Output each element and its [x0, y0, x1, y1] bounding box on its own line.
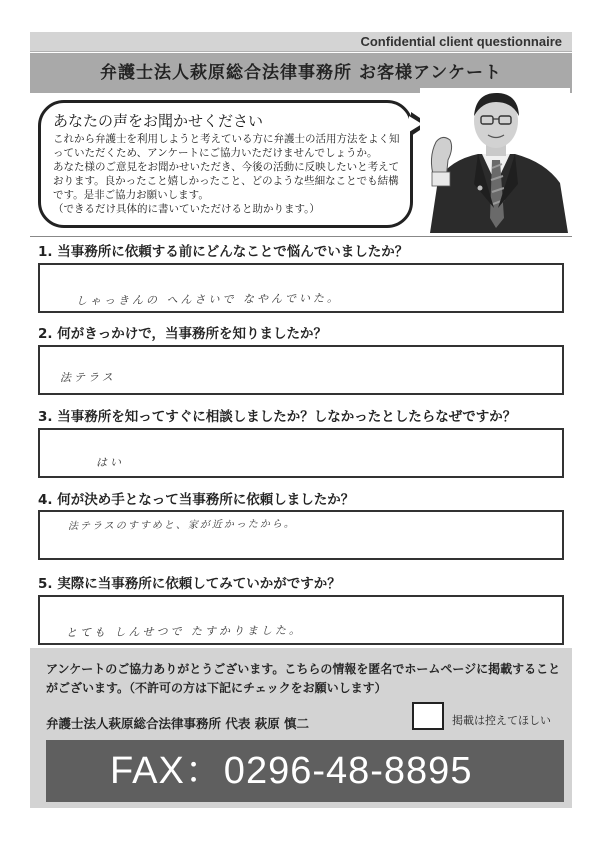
answer-box-5[interactable] [38, 595, 564, 645]
question-5: 5. 実際に当事務所に依頼してみていかがですか？ [38, 576, 341, 592]
header-title: 弁護士法人萩原総合法律事務所 お客様アンケート [30, 53, 572, 93]
answer-text-2: 法テラス [59, 370, 116, 385]
header-subtitle: Confidential client questionnaire [360, 34, 562, 49]
answer-text-4: 法テラスのすすめと、家が近かったから。 [67, 518, 296, 533]
question-4: 4. 何が決め手となって当事務所に依頼しましたか？ [38, 492, 355, 508]
no-publish-checkbox[interactable] [412, 702, 444, 730]
intro-body: これから弁護士を利用しようと考えている方に弁護士の活用方法をよく知っていただくため、アンケートにご協力いただけませんでしょうか。 あなた様のご意見をお聞かせいただき、今後の活動に反映したいと考えております。良かったこと嬉しかったこと、どのような些細なことでも結構です。是非ご協力お願いします。 （できるだけ具体的に書いていただけると助かります。） [53, 133, 400, 215]
answer-box-1[interactable] [38, 263, 564, 313]
answer-box-2[interactable] [38, 345, 564, 395]
question-3: 3. 当事務所を知ってすぐに相談しましたか？しなかったとしたらなぜですか？ [38, 409, 517, 425]
intro-speech-bubble [38, 100, 413, 228]
lawyer-photo [420, 88, 570, 233]
question-2: 2. 何がきっかけで，当事務所を知りましたか？ [38, 326, 327, 342]
intro-title: あなたの声をお聞かせください [53, 112, 264, 130]
answer-text-3: はい [95, 455, 125, 470]
footer-message: アンケートのご協力ありがとうございます。こちらの情報を匿名でホームページに掲載することがございます。（不許可の方は下記にチェックをお願いします） [46, 662, 561, 695]
answer-text-1: しゃっきんの へんさいで なやんでいた。 [75, 291, 342, 308]
footer-firm-name: 弁護士法人萩原総合法律事務所 代表 萩原 慎二 [46, 716, 310, 731]
no-publish-label: 掲載は控えてほしい [452, 714, 551, 727]
fax-number-banner: FAX：0296-48-8895 [46, 740, 564, 802]
answer-box-3[interactable] [38, 428, 564, 478]
divider [30, 236, 572, 237]
question-1: 1. 当事務所に依頼する前にどんなことで悩んでいましたか？ [38, 244, 409, 260]
header-subtitle-bar [30, 32, 572, 52]
answer-text-5: とても しんせつで たすかりました。 [65, 623, 304, 640]
answer-box-4[interactable] [38, 510, 564, 560]
